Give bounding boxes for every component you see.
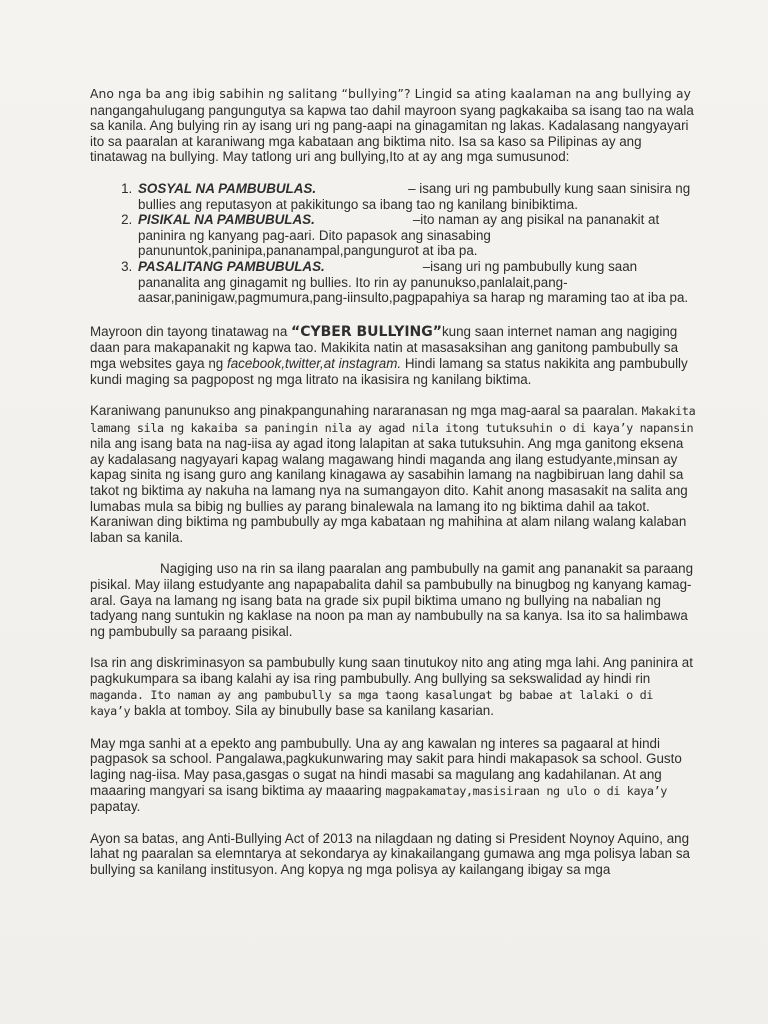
- list-item: [136, 212, 698, 259]
- law-paragraph: [90, 831, 698, 878]
- discrimination-text: bakla at tomboy. Sila ay binubully base sa kanilang kasarian.: [133, 703, 494, 719]
- list-item: [136, 181, 698, 212]
- intro-line-1: Ano nga ba ang ibig sabihin ng salitang “bullying”? Lingid sa ating kaalaman na ang bullying ay: [90, 87, 691, 101]
- discrimination-line-1: Isa rin ang diskriminasyon sa pambubully kung saan tinutukoy nito ang ating mga lahi. Ang paninira at pagkukumpara sa ibang kalahi ay isa ring pambubully. Ang bullying sa sekswalidad ay hindi rin: [90, 655, 693, 686]
- cyber-mid: kung saan internet naman ang nagiging daan para makapanakit ng kapwa tao. Makikita natin at masasaksihan ang ganitong pambubully sa mga websites gaya ng: [90, 323, 679, 371]
- effects-paragraph: [90, 736, 698, 815]
- list-desc: –isang uri ng pambubully kung saan pananalita ang ginagamit ng bullies. Ito rin ay panunukso,panlalait,pang-aasar,paninigaw,pagmumura,pang-iinsulto,pagpapahiya sa harap ng maraming tao at iba pa.: [138, 258, 689, 306]
- list-term: PASALITANG PAMBUBULAS.: [138, 258, 325, 274]
- effects-tail: magpakamatay,masisiraan ng ulo o di kaya’y: [385, 783, 667, 798]
- bullying-types-list: [90, 181, 698, 306]
- teasing-line-2: Makakita lamang sila ng kakaiba sa paningin nila ay agad nila itong tutuksuhin o di kaya’y napansin: [90, 404, 696, 435]
- effects-end: papatay.: [90, 799, 141, 815]
- cyber-pre: Mayroon din tayong tinatawag na: [90, 323, 291, 339]
- list-item: [136, 259, 698, 306]
- teasing-line-1: Karaniwang panunukso ang pinakpangunahing nararanasan ng mga mag-aaral sa paaralan.: [90, 403, 638, 419]
- cyber-sites: facebook,twitter,at instagram.: [226, 355, 402, 371]
- physical-text: Nagiging uso na rin sa ilang paaralan ang pambubully na gamit ang pananakit sa paraang pisikal. May iilang estudyante ang napapabalita dahil sa pambubully na binugbog ng kanyang kamag-aral. Gaya na lamang ng isang bata na grade six pupil biktima umano ng bullying na nabalian ng tadyang nang suntukin ng kaklase na noon pa man ay nambubully na sa kanya. Isa ito sa halimbawa ng pambubully sa paraang pisikal.: [90, 561, 694, 639]
- cyber-term: “CYBER BULLYING”: [291, 323, 442, 340]
- list-term: SOSYAL NA PAMBUBULAS.: [138, 180, 317, 196]
- discrimination-paragraph: [90, 655, 698, 719]
- effects-text: May mga sanhi at a epekto ang pambubully. Una ay ang kawalan ng interes sa pagaaral at hindi pagpasok sa school. Pangalawa,pagkukunwaring may sakit para hindi makapasok sa school. Gusto laging nag-iisa. May pasa,gasgas o sugat na hindi masabi sa magulang ang kadahilanan. At ang maaaring mangyari sa isang biktima ay maaaring: [90, 735, 682, 798]
- cyber-post: Hindi lamang sa status nakikita ang pambubully kundi maging sa pagpopost ng mga litrato na ikasisira ng kanilang biktima.: [90, 355, 688, 387]
- list-desc: –ito naman ay ang pisikal na pananakit at paninira ng kanyang pag-aari. Dito papasok ang sinasabing panununtok,paninipa,pananampal,pangungurot at iba pa.: [138, 212, 660, 259]
- discrimination-line-2: maganda. Ito naman ay ang pambubully sa mga taong kasalungat bg babae at lalaki o di kaya’y: [90, 687, 653, 719]
- intro-paragraph: [90, 86, 698, 165]
- teasing-text: nila ang isang bata na nag-iisa ay agad itong lalapitan at saka tutuksuhin. Ang mga ganitong eksena ay kadalasang nagyayari kapag walang magawang hindi maganda ang ilang estudyante,minsan ay kapag sinita ng isang guro ang kanilang kinagawa ay sasabihin lamang na nagbibiruan lang dahil sa takot ng biktima ay nakuha na lamang nya na sumangayon dito. Kahit anong masasakit na salita ang lumabas mula sa bibig ng bullies ay parang binalewala na lamang ito ng biktima dahil aa takot. Karaniwan ding biktima ng pambubully ay mga kabataan ng mahihina at alam nilang walang kalaban laban sa kanila.: [90, 436, 688, 545]
- list-desc: – isang uri ng pambubully kung saan sinisira ng bullies ang reputasyon at pakikitungo sa ibang tao ng kanilang binibiktima.: [138, 180, 691, 212]
- physical-paragraph: [90, 561, 698, 639]
- teasing-paragraph: [90, 403, 698, 545]
- law-text: Ayon sa batas, ang Anti-Bullying Act of 2013 na nilagdaan ng dating si President Noynoy Aquino, ang lahat ng paaralan sa elemntarya at sekondarya ay kinakailangang gumawa ang mga polisya laban sa bullying sa kanilang institusyon. Ang kopya ng mga polisya ay kailangang ibigay sa mga: [90, 830, 690, 877]
- intro-text: nangangahulugang pangungutya sa kapwa tao dahil mayroon syang pagkakaiba sa isang tao na wala sa kanila. Ang bulying rin ay isang uri ng pang-aapi na ginagamitan ng lakas. Kadalasang nangyayari ito sa paaralan at karaniwang mga kabataan ang biktima nito. Isa sa kaso sa Pilipinas ay ang tinatawag na bullying. May tatlong uri ang bullying,Ito at ay ang mga sumusunod:: [90, 102, 694, 165]
- cyber-bullying-paragraph: [90, 324, 698, 387]
- list-term: PISIKAL NA PAMBUBULAS.: [138, 212, 315, 228]
